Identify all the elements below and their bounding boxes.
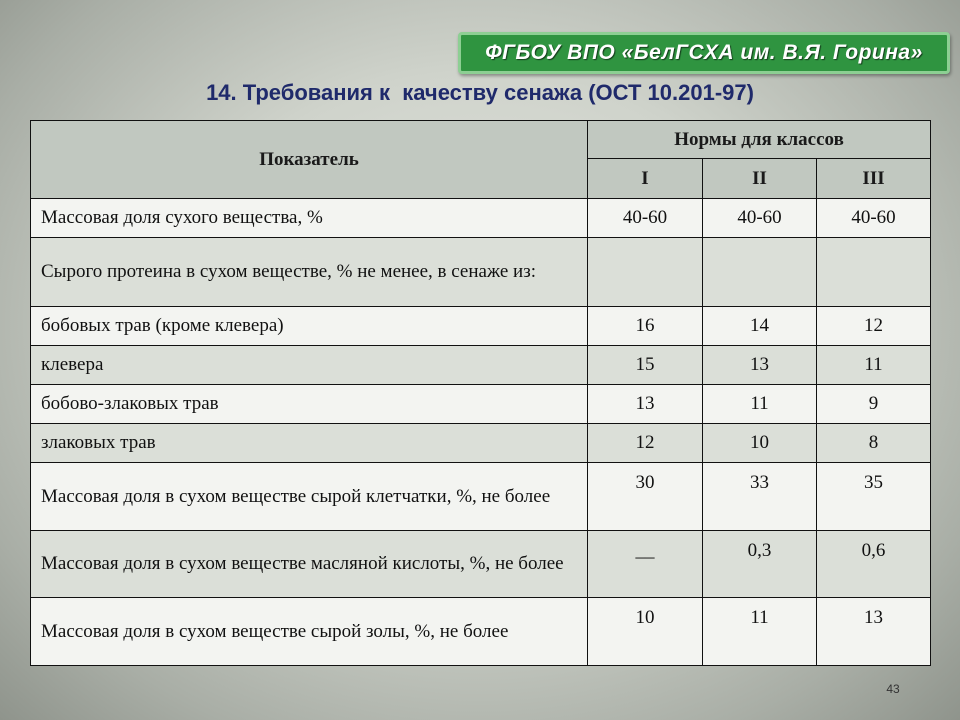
row-value-class-1 [588, 238, 703, 307]
table-row [31, 307, 931, 346]
row-label: Массовая доля сухого вещества, % [31, 199, 588, 238]
row-label: Массовая доля в сухом веществе сырой клетчатки, %, не более [31, 463, 588, 531]
row-value-class-2: 10 [703, 424, 817, 463]
norms-header: Нормы для классов [588, 121, 931, 159]
row-value-class-3: 35 [817, 463, 931, 531]
table-row [31, 463, 931, 531]
row-value-class-2: 11 [703, 598, 817, 666]
row-value-class-1: 15 [588, 346, 703, 385]
class-header-1: I [588, 159, 703, 199]
silage-quality-table [30, 120, 931, 666]
row-value-class-3: 40-60 [817, 199, 931, 238]
row-label: Сырого протеина в сухом веществе, % не менее, в сенаже из: [31, 238, 588, 307]
row-value-class-1: 30 [588, 463, 703, 531]
row-value-class-2: 13 [703, 346, 817, 385]
row-value-class-2: 0,3 [703, 531, 817, 598]
row-label: Массовая доля в сухом веществе масляной кислоты, %, не более [31, 531, 588, 598]
row-label: клевера [31, 346, 588, 385]
institution-badge-text: ФГБОУ ВПО «БелГСХА им. В.Я. Горина» [485, 41, 923, 64]
row-value-class-3: 13 [817, 598, 931, 666]
institution-badge [458, 32, 950, 74]
indicator-header: Показатель [31, 121, 588, 199]
row-value-class-1: 12 [588, 424, 703, 463]
table-row [31, 199, 931, 238]
row-value-class-2 [703, 238, 817, 307]
table-row [31, 346, 931, 385]
row-value-class-3: 8 [817, 424, 931, 463]
row-value-class-3: 9 [817, 385, 931, 424]
table-row [31, 424, 931, 463]
class-header-2: II [703, 159, 817, 199]
row-value-class-2: 11 [703, 385, 817, 424]
table-row [31, 385, 931, 424]
row-value-class-3 [817, 238, 931, 307]
table-row [31, 238, 931, 307]
row-value-class-1: __ [588, 531, 703, 598]
class-header-3: III [817, 159, 931, 199]
row-value-class-3: 11 [817, 346, 931, 385]
row-label: бобовых трав (кроме клевера) [31, 307, 588, 346]
table-row [31, 598, 931, 666]
row-value-class-2: 33 [703, 463, 817, 531]
row-value-class-2: 40-60 [703, 199, 817, 238]
row-label: злаковых трав [31, 424, 588, 463]
row-label: Массовая доля в сухом веществе сырой золы, %, не более [31, 598, 588, 666]
row-value-class-2: 14 [703, 307, 817, 346]
row-value-class-3: 12 [817, 307, 931, 346]
row-label: бобово-злаковых трав [31, 385, 588, 424]
row-value-class-3: 0,6 [817, 531, 931, 598]
slide-title: 14. Требования к качеству сенажа (ОСТ 10.201-97) [206, 80, 754, 105]
table-row [31, 531, 931, 598]
row-value-class-1: 10 [588, 598, 703, 666]
row-value-class-1: 13 [588, 385, 703, 424]
row-value-class-1: 16 [588, 307, 703, 346]
slide-number: 43 [886, 682, 900, 696]
row-value-class-1: 40-60 [588, 199, 703, 238]
